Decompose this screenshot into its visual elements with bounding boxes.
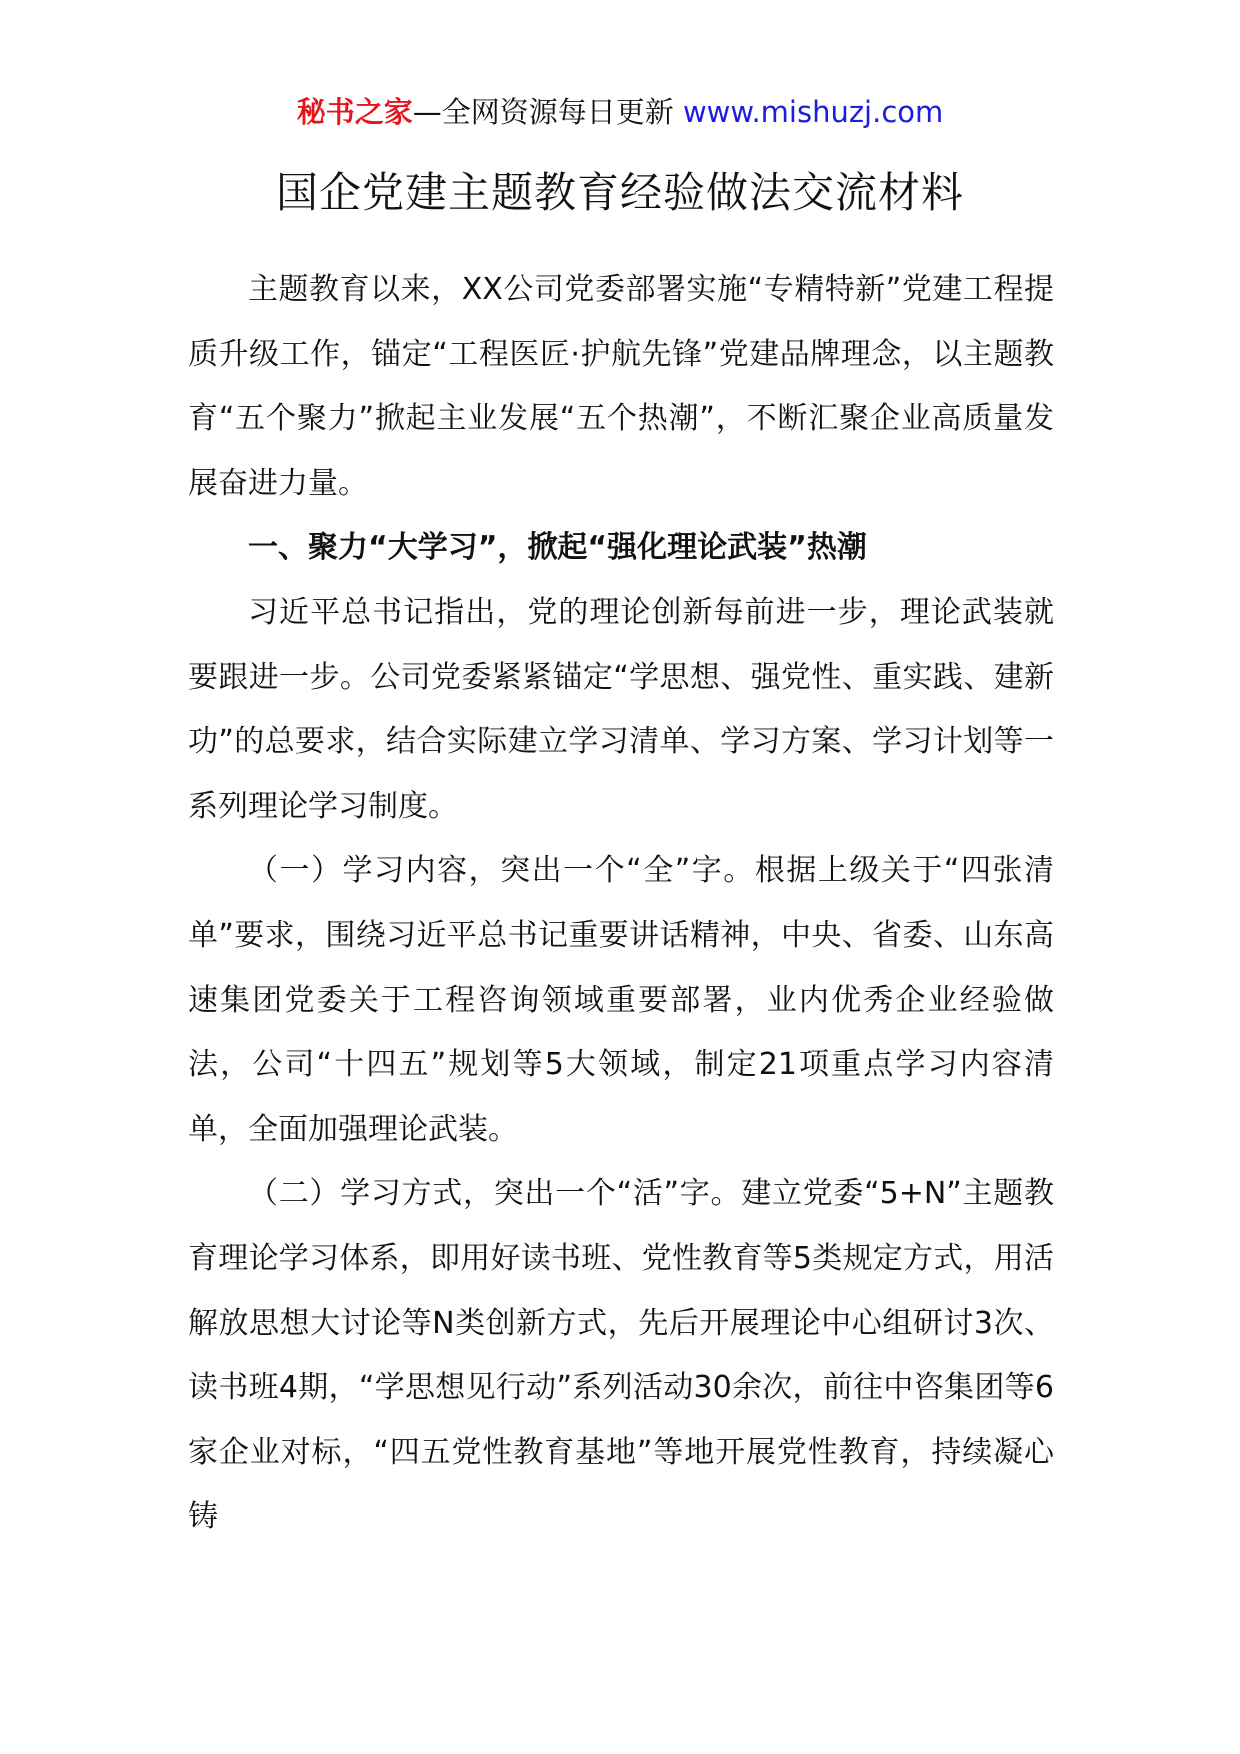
section-heading-1: 一、聚力“大学习”，掀起“强化理论武装”热潮 xyxy=(248,530,867,566)
document-title: 国企党建主题教育经验做法交流材料 xyxy=(275,168,964,217)
subsection-1-paragraph: （一）学习内容，突出一个“全”字。根据上级关于“四张清单”要求，围绕习近平总书记重要讲话精神，中央、省委、山东高速集团党委关于工程咨询领域重要部署，业内优秀企业经验做法，公司“十四五”规划等5大领域，制定21项重点学习内容清单，全面加强理论武装。 xyxy=(188,853,1054,1147)
site-url-link[interactable]: www.mishuzj.com xyxy=(682,95,944,129)
section-1-paragraph: 习近平总书记指出，党的理论创新每前进一步，理论武装就要跟进一步。公司党委紧紧锚定“学思想、强党性、重实践、建新功”的总要求，结合实际建立学习清单、学习方案、学习计划等一系列理论学习制度。 xyxy=(188,594,1054,824)
site-header xyxy=(0,92,1240,132)
brand-name: 秘书之家 xyxy=(296,95,413,129)
subsection-2-paragraph: （二）学习方式，突出一个“活”字。建立党委“5+N”主题教育理论学习体系，即用好读书班、党性教育等5类规定方式，用活解放思想大讨论等N类创新方式，先后开展理论中心组研讨3次、读书班4期，“学思想见行动”系列活动30余次，前往中咨集团等6家企业对标，“四五党性教育基地”等地开展党性教育，持续凝心铸 xyxy=(188,1176,1054,1535)
intro-paragraph: 主题教育以来，XX公司党委部署实施“专精特新”党建工程提质升级工作，锚定“工程医匠·护航先锋”党建品牌理念，以主题教育“五个聚力”掀起主业发展“五个热潮”，不断汇聚企业高质量发展奋进力量。 xyxy=(188,272,1054,501)
document-body xyxy=(188,258,1054,1550)
header-tagline: —全网资源每日更新 xyxy=(412,95,674,129)
